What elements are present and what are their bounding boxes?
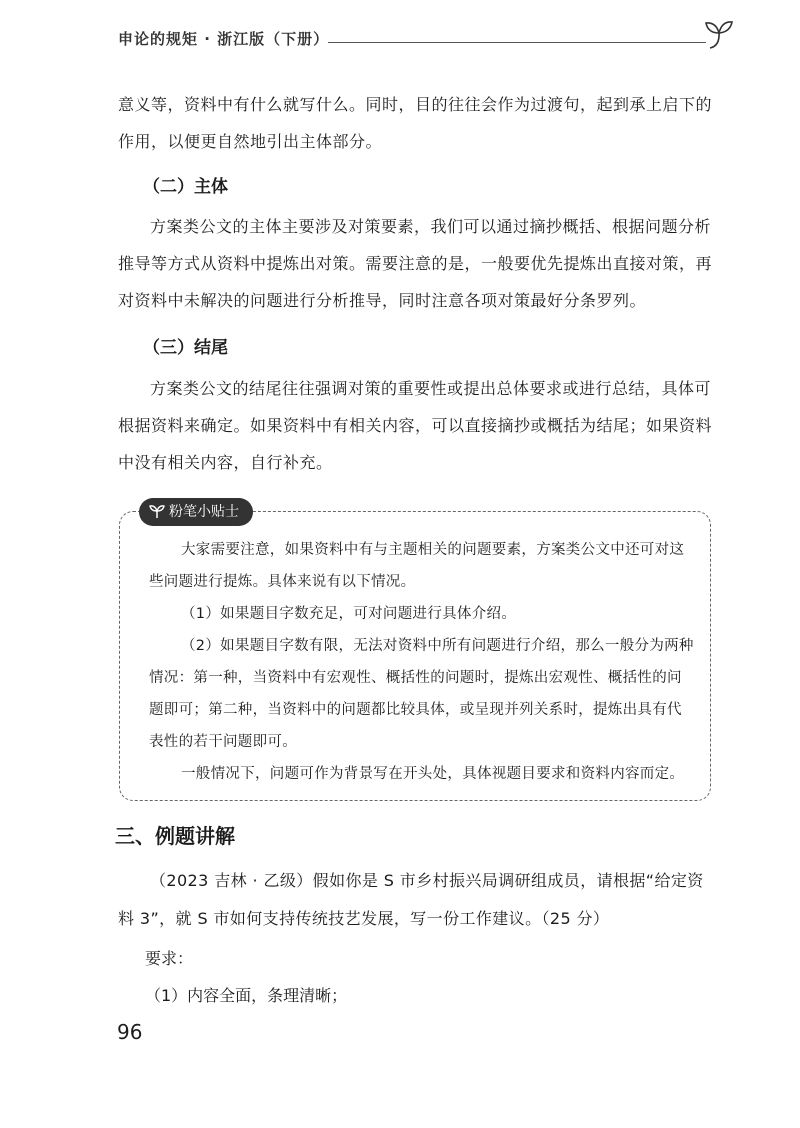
main-paragraph: 方案类公文的主体主要涉及对策要素，我们可以通过摘抄概括、根据问题分析推导等方式从资料中提炼出对策。需要注意的是，一般要优先提炼出直接对策，再对资料中未解决的问题进行分析推导，同时注意各项对策最好分条罗列。 <box>118 217 713 310</box>
requirement-item: （1）内容全面，条理清晰； <box>145 986 348 1005</box>
ending-paragraph: 方案类公文的结尾往往强调对策的重要性或提出总体要求或进行总结，具体可根据资料来确定。如果资料中有相关内容，可以直接摘抄或概括为结尾；如果资料中没有相关内容，自行补充。 <box>118 379 713 472</box>
tip-label-badge <box>139 498 253 526</box>
header-rule <box>328 42 706 43</box>
header-title: 申论的规矩 · 浙江版（下册） <box>118 30 330 48</box>
page-number: 96 <box>117 1020 143 1044</box>
sprout-icon <box>702 18 736 54</box>
tip-paragraph: 一般情况下，问题可作为背景写在开头处，具体视题目要求和资料内容而定。 <box>181 766 685 782</box>
requirements-label: 要求： <box>145 949 194 968</box>
subheading-ending: （三）结尾 <box>143 338 228 358</box>
sprout-tip-icon <box>149 503 165 519</box>
subheading-main: （二）主体 <box>143 177 228 197</box>
example-question: （2023 吉林 · 乙级）假如你是 S 市乡村振兴局调研组成员，请根据“给定资料 3”，就 S 市如何支持传统技艺发展，写一份工作建议。（25 分） <box>118 871 704 928</box>
intro-paragraph: 意义等，资料中有什么就写什么。同时，目的往往会作为过渡句，起到承上启下的作用，以便更自然地引出主体部分。 <box>118 95 713 151</box>
tip-paragraph: （2）如果题目字数有限，无法对资料中所有问题进行介绍，那么一般分为两种情况：第一种，当资料中有宏观性、概括性的问题时，提炼出宏观性、概括性的问题即可；第二种，当资料中的问题都比较具体，或呈现并列关系时，提炼出具有代表性的若干问题即可。 <box>149 638 694 750</box>
section-title: 三、例题讲解 <box>115 824 235 848</box>
tip-label: 粉笔小贴士 <box>169 504 239 520</box>
tip-paragraph: （1）如果题目字数充足，可对问题进行具体介绍。 <box>181 606 517 622</box>
tip-paragraph: 大家需要注意，如果资料中有与主题相关的问题要素，方案类公文中还可对这些问题进行提炼。具体来说有以下情况。 <box>149 542 685 590</box>
running-header <box>118 26 718 56</box>
